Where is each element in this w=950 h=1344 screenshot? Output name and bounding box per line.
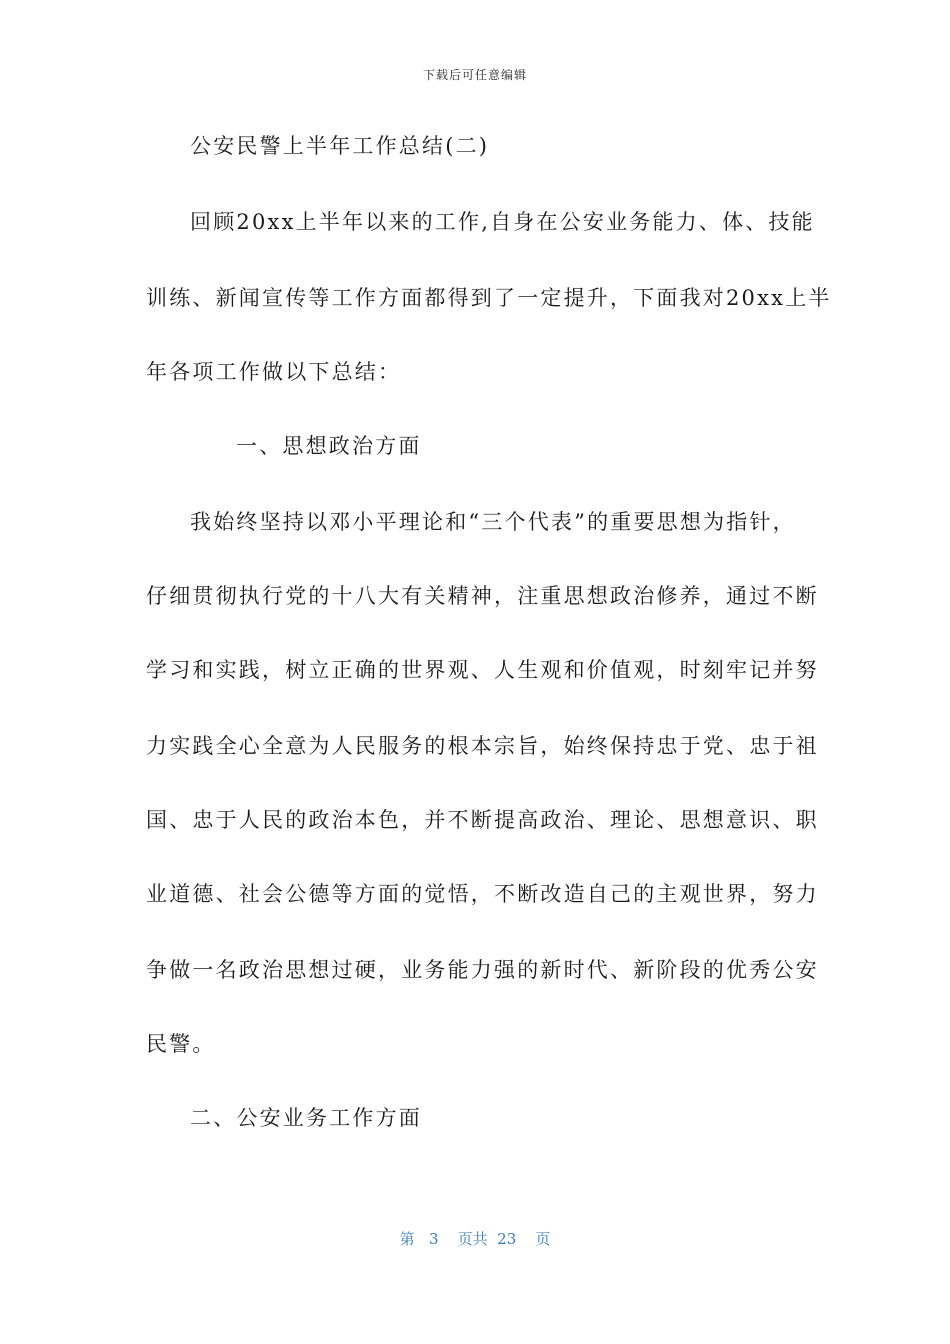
paragraph-line: 学习和实践，树立正确的世界观、人生观和价值观，时刻牢记并努 bbox=[146, 658, 819, 682]
page-suffix: 页 bbox=[535, 1230, 551, 1248]
page-footer bbox=[0, 1228, 950, 1249]
of-label: 页共 bbox=[457, 1230, 488, 1248]
paragraph-line: 我始终坚持以邓小平理论和“三个代表”的重要思想为指针， bbox=[190, 510, 796, 534]
paragraph-line: 力实践全心全意为人民服务的根本宗旨，始终保持忠于党、忠于祖 bbox=[146, 734, 819, 758]
paragraph-line: 仔细贯彻执行党的十八大有关精神，注重思想政治修养，通过不断 bbox=[146, 584, 819, 608]
paragraph-line: 训练、新闻宣传等工作方面都得到了一定提升，下面我对20xx上半 bbox=[146, 286, 832, 310]
header-note: 下载后可任意编辑 bbox=[422, 68, 527, 82]
paragraph-line: 民警。 bbox=[146, 1032, 216, 1056]
paragraph-line: 国、忠于人民的政治本色，并不断提高政治、理论、思想意识、职 bbox=[146, 808, 819, 832]
section-heading: 一、思想政治方面 bbox=[236, 434, 422, 458]
total-pages-number: 23 bbox=[497, 1230, 517, 1248]
paragraph-line: 业道德、社会公德等方面的觉悟，不断改造自己的主观世界，努力 bbox=[146, 882, 819, 906]
paragraph-line: 年各项工作做以下总结： bbox=[146, 360, 402, 384]
paragraph-line: 争做一名政治思想过硬，业务能力强的新时代、新阶段的优秀公安 bbox=[146, 958, 819, 982]
document-title: 公安民警上半年工作总结(二) bbox=[190, 134, 490, 158]
current-page-number: 3 bbox=[428, 1230, 439, 1248]
page-label: 第 bbox=[399, 1230, 415, 1248]
paragraph-line: 回顾20xx上半年以来的工作,自身在公安业务能力、体、技能 bbox=[190, 210, 815, 234]
section-heading: 二、公安业务工作方面 bbox=[190, 1106, 422, 1130]
